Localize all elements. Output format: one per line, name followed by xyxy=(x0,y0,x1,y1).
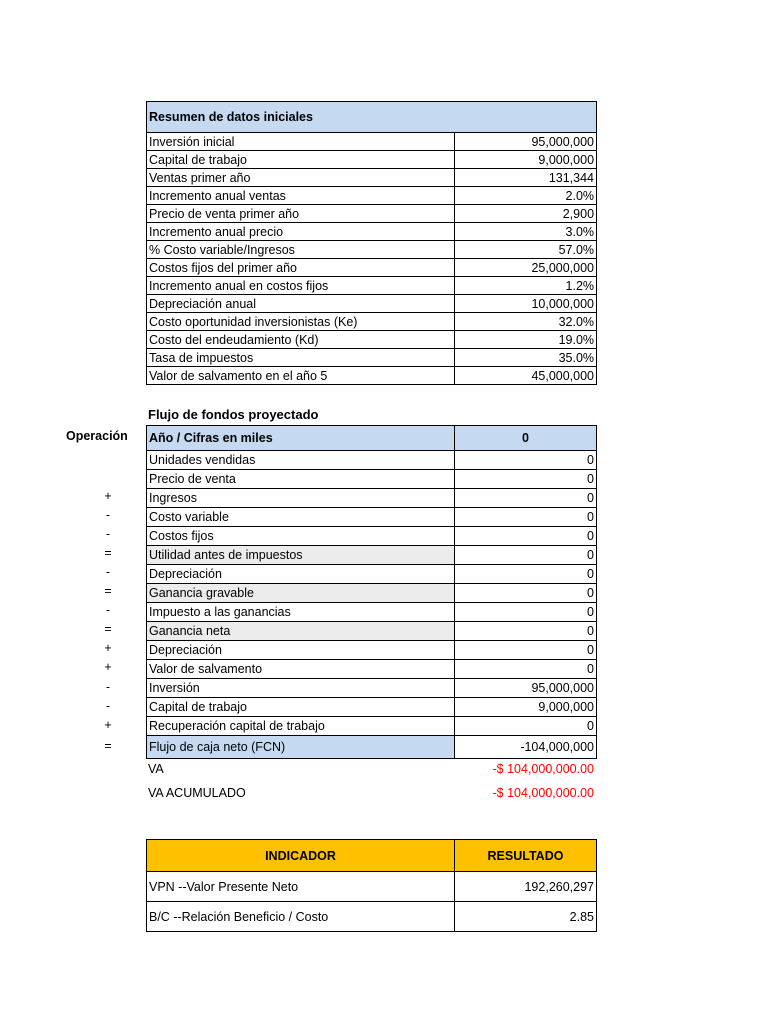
table-row xyxy=(147,717,597,736)
row-label: Ganancia gravable xyxy=(147,584,455,603)
operation-symbol: + xyxy=(104,489,112,503)
row-label: Depreciación xyxy=(147,641,455,660)
row-label: Tasa de impuestos xyxy=(147,349,455,367)
row-value: 25,000,000 xyxy=(455,259,597,277)
operation-symbol: = xyxy=(104,739,112,753)
table-row xyxy=(147,277,597,295)
table-row xyxy=(147,641,597,660)
table-row xyxy=(147,622,597,641)
table-row xyxy=(147,223,597,241)
row-label: Incremento anual precio xyxy=(147,223,455,241)
row-label: Incremento anual ventas xyxy=(147,187,455,205)
row-value: 0 xyxy=(455,717,597,736)
row-value: 0 xyxy=(455,546,597,565)
operation-symbol: = xyxy=(104,546,112,560)
row-label: Depreciación xyxy=(147,565,455,584)
operation-symbol: - xyxy=(105,603,111,617)
operation-symbol: + xyxy=(104,641,112,655)
operation-symbol: - xyxy=(105,527,111,541)
summary-title: Resumen de datos iniciales xyxy=(147,102,597,133)
indicator-label: B/C --Relación Beneficio / Costo xyxy=(147,902,455,932)
operation-symbol: - xyxy=(105,508,111,522)
row-value: 0 xyxy=(455,527,597,546)
row-label: Depreciación anual xyxy=(147,295,455,313)
table-row xyxy=(147,660,597,679)
table-row xyxy=(147,872,597,902)
table-row xyxy=(147,902,597,932)
row-value: 10,000,000 xyxy=(455,295,597,313)
row-value: 95,000,000 xyxy=(455,133,597,151)
row-label: Ingresos xyxy=(147,489,455,508)
flow-header-year: 0 xyxy=(455,426,597,451)
row-label: Unidades vendidas xyxy=(147,451,455,470)
table-row xyxy=(147,584,597,603)
row-label: Costos fijos del primer año xyxy=(147,259,455,277)
operation-header: Operación xyxy=(66,429,128,443)
table-row xyxy=(147,679,597,698)
indicator-label: VPN --Valor Presente Neto xyxy=(147,872,455,902)
table-row xyxy=(147,241,597,259)
row-value: 9,000,000 xyxy=(455,151,597,169)
row-value: 0 xyxy=(455,565,597,584)
row-label: Ganancia neta xyxy=(147,622,455,641)
table-row xyxy=(147,508,597,527)
table-row xyxy=(147,187,597,205)
row-value: 57.0% xyxy=(455,241,597,259)
row-value: 0 xyxy=(455,660,597,679)
row-value: 95,000,000 xyxy=(455,679,597,698)
table-row xyxy=(147,295,597,313)
table-row xyxy=(147,603,597,622)
row-label: Capital de trabajo xyxy=(147,698,455,717)
operation-symbol: - xyxy=(105,565,111,579)
table-row xyxy=(147,313,597,331)
table-row xyxy=(147,151,597,169)
table-row xyxy=(147,349,597,367)
row-value: 1.2% xyxy=(455,277,597,295)
operation-symbol: = xyxy=(104,622,112,636)
row-label: Impuesto a las ganancias xyxy=(147,603,455,622)
flow-title: Flujo de fondos proyectado xyxy=(148,407,319,422)
table-row xyxy=(147,133,597,151)
operation-symbol: + xyxy=(104,660,112,674)
row-value: 2,900 xyxy=(455,205,597,223)
table-row xyxy=(147,451,597,470)
row-value: 0 xyxy=(455,470,597,489)
row-label: Costos fijos xyxy=(147,527,455,546)
row-label: Capital de trabajo xyxy=(147,151,455,169)
operation-symbol: - xyxy=(105,680,111,694)
table-row xyxy=(147,527,597,546)
va-accumulated-label: VA ACUMULADO xyxy=(148,786,246,800)
table-row xyxy=(147,546,597,565)
indicators-table xyxy=(146,839,597,932)
result-header: RESULTADO xyxy=(455,840,597,872)
row-label: Costo variable xyxy=(147,508,455,527)
flow-header-label: Año / Cifras en miles xyxy=(147,426,455,451)
table-row xyxy=(147,698,597,717)
table-row xyxy=(147,331,597,349)
indicator-value: 2.85 xyxy=(455,902,597,932)
operation-symbol: - xyxy=(105,699,111,713)
row-value: 45,000,000 xyxy=(455,367,597,385)
row-label: Inversión inicial xyxy=(147,133,455,151)
row-value: 0 xyxy=(455,451,597,470)
table-row xyxy=(147,470,597,489)
summary-table xyxy=(146,101,597,385)
row-label: Precio de venta primer año xyxy=(147,205,455,223)
row-value: 0 xyxy=(455,622,597,641)
row-value: 0 xyxy=(455,489,597,508)
row-value: 32.0% xyxy=(455,313,597,331)
row-label: Valor de salvamento en el año 5 xyxy=(147,367,455,385)
row-value: -104,000,000 xyxy=(455,736,597,759)
table-row xyxy=(147,565,597,584)
row-label: Costo del endeudamiento (Kd) xyxy=(147,331,455,349)
table-row xyxy=(147,736,597,759)
row-value: 3.0% xyxy=(455,223,597,241)
row-value: 2.0% xyxy=(455,187,597,205)
row-label: Valor de salvamento xyxy=(147,660,455,679)
va-accumulated-value: -$ 104,000,000.00 xyxy=(492,786,594,800)
table-row xyxy=(147,205,597,223)
row-label: Inversión xyxy=(147,679,455,698)
row-value: 0 xyxy=(455,584,597,603)
row-value: 0 xyxy=(455,641,597,660)
operation-symbol: + xyxy=(104,718,112,732)
row-value: 9,000,000 xyxy=(455,698,597,717)
operation-symbol: = xyxy=(104,584,112,598)
va-value: -$ 104,000,000.00 xyxy=(492,762,594,776)
row-label: Precio de venta xyxy=(147,470,455,489)
indicator-header: INDICADOR xyxy=(147,840,455,872)
row-label: Recuperación capital de trabajo xyxy=(147,717,455,736)
va-label: VA xyxy=(148,762,164,776)
row-value: 19.0% xyxy=(455,331,597,349)
table-row xyxy=(147,489,597,508)
row-label: Flujo de caja neto (FCN) xyxy=(147,736,455,759)
table-row xyxy=(147,367,597,385)
indicator-value: 192,260,297 xyxy=(455,872,597,902)
row-label: Utilidad antes de impuestos xyxy=(147,546,455,565)
row-value: 0 xyxy=(455,508,597,527)
flow-table xyxy=(146,425,597,759)
row-value: 131,344 xyxy=(455,169,597,187)
row-value: 35.0% xyxy=(455,349,597,367)
row-value: 0 xyxy=(455,603,597,622)
row-label: Incremento anual en costos fijos xyxy=(147,277,455,295)
row-label: Costo oportunidad inversionistas (Ke) xyxy=(147,313,455,331)
table-row xyxy=(147,259,597,277)
row-label: Ventas primer año xyxy=(147,169,455,187)
row-label: % Costo variable/Ingresos xyxy=(147,241,455,259)
table-row xyxy=(147,169,597,187)
